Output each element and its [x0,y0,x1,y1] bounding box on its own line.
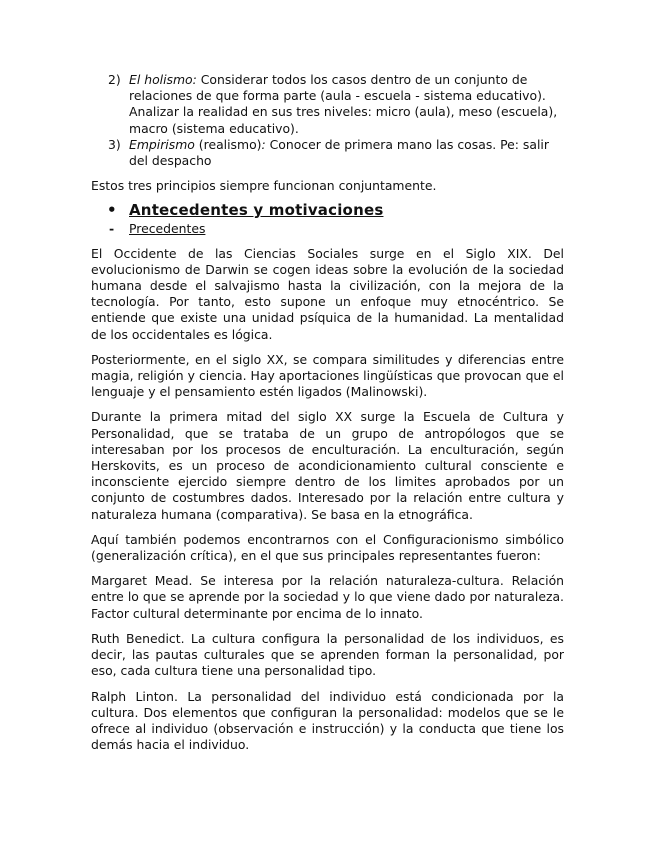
principle-paren: (realismo) [194,136,262,152]
principle-text: Conocer de primera mano las cosas. Pe: salir del despacho [129,136,549,169]
list-number: 3) [108,136,121,152]
paragraph-siglo-xx: Posteriormente, en el siglo XX, se compara similitudes y diferencias entre magia, religión y ciencia. Hay aportaciones lingüísticas que provocan que el lenguaje y el pensamiento estén ligados (Malinowski). [91,351,564,400]
paragraph-cultura-personalidad: Durante la primera mitad del siglo XX surge la Escuela de Cultura y Personalidad, que se trataba de un grupo de antropólogos que se interesaban por los procesos de enculturación. La enculturación, según Herskovits, es un proceso de acondicionamiento cultural consciente e inconsciente ejercido siempre dentro de los limites aprobados por un conjunto de costumbres dados. Interesado por la relación entre cultura y naturaleza humana (comparativa). Se basa en la etnográfica. [91,409,564,522]
paragraph-ralph-linton: Ralph Linton. La personalidad del individuo está condicionada por la cultura. Dos elementos que configuran la personalidad: modelos que se le ofrece al individuo (observación e instrucción) y la conducta que tiene los demás hacia el individuo. [91,688,564,753]
principle-text: Considerar todos los casos dentro de un conjunto de relaciones de que forma parte (aula - escuela - sistema educativo). Analizar la realidad en sus tres niveles: micro (aula), meso (escuela), macro (sistema educativo). [129,72,558,136]
paragraph-occidente: El Occidente de las Ciencias Sociales surge en el Siglo XIX. Del evolucionismo de Darwin se cogen ideas sobre la evolución de la sociedad humana desde el salvajismo hasta la civilización, con la mejora de la tecnología. Por tanto, esto supone un enfoque muy etnocéntrico. Se entiende que existe una unidad psíquica de la humanidad. La mentalidad de los occidentales es lógica. [91,245,564,342]
principle-term: El holismo: [129,72,197,87]
summary-text: Estos tres principios siempre funcionan conjuntamente. [91,178,437,194]
principle-term: Empirismo [129,136,195,152]
list-number: 2) [108,72,121,87]
principle-empirismo [91,137,564,169]
bullet-icon: • [107,201,117,220]
paragraph-margaret-mead: Margaret Mead. Se interesa por la relación naturaleza-cultura. Relación entre lo que se aprende por la sociedad y lo que viene dado por naturaleza. Factor cultural determinante por encima de lo innato. [91,573,564,621]
subsection-heading-title: Precedentes [129,221,206,237]
dash-icon: - [109,221,115,237]
subsection-heading [91,221,564,237]
paragraph-configuracionismo: Aquí también podemos encontrarnos con el Configuracionismo simbólico (generalización crítica), en el que sus principales representantes fueron: [91,531,564,564]
principle-colon: : [261,136,266,152]
document-page [91,72,564,753]
paragraph-ruth-benedict: Ruth Benedict. La cultura configura la personalidad de los individuos, es decir, las pautas culturales que se aprenden forman la personalidad, por eso, cada cultura tiene una personalidad tipo. [91,630,564,679]
section-heading [91,201,564,219]
principle-holismo [91,72,564,137]
section-heading-title: Antecedentes y motivaciones [129,201,384,220]
principles-list [91,72,564,169]
